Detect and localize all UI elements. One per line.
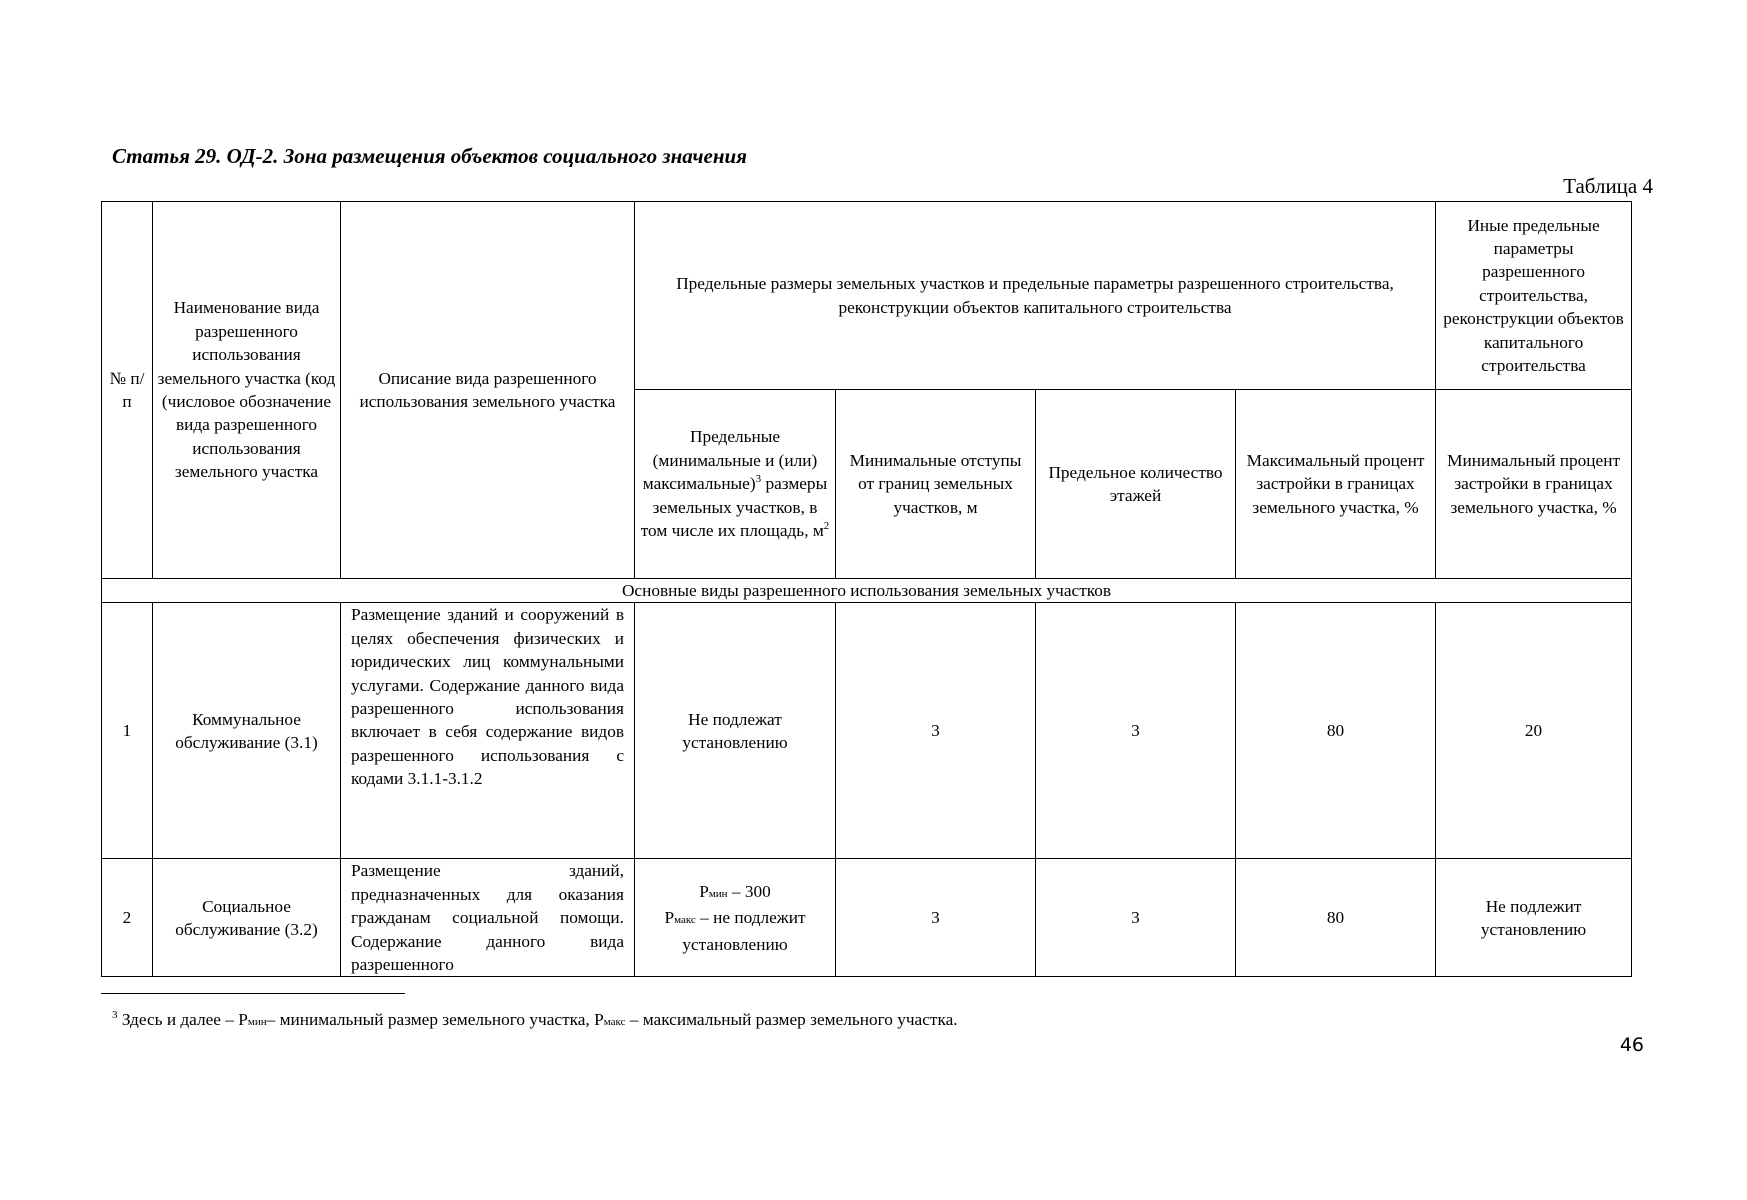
header-max-coverage: Максимальный процент застройки в границах земельного участка, % (1236, 390, 1436, 579)
footnote-ref: 3 (755, 473, 762, 486)
row-max-coverage: 80 (1236, 603, 1436, 859)
p-subscript: макс (674, 914, 696, 927)
header-description: Описание вида разрешенного использования земельного участка (341, 202, 635, 579)
row-min-coverage: 20 (1436, 603, 1632, 859)
p-subscript: мин (708, 887, 728, 900)
row-max-coverage: 80 (1236, 859, 1436, 977)
header-plot-size-text: Предельные (минимальные и (или) максимальные) (642, 427, 818, 494)
header-limits-group: Предельные размеры земельных участков и предельные параметры разрешенного строительства, реконструкции объектов капитального строительства (635, 202, 1436, 390)
row-min-coverage: Не подлежит установлению (1436, 859, 1632, 977)
row-plot-size: Не подлежат установлению (635, 603, 836, 859)
footnote-sub-max: макс (603, 1015, 626, 1028)
header-plot-size (635, 390, 836, 579)
row-floors: 3 (1036, 859, 1236, 977)
size-min-line (639, 880, 831, 906)
row-name: Социальное обслуживание (3.2) (153, 859, 341, 977)
row-description: Размещение зданий и сооружений в целях обеспечения физических и юридических лиц коммунальными услугами. Содержание данного вида разрешенного использования включает в себя содержание видов разрешенного использования с кодами 3.1.1-3.1.2 (341, 603, 635, 859)
table-label: Таблица 4 (1563, 174, 1653, 198)
footnote (112, 1009, 958, 1030)
row-num: 2 (102, 859, 153, 977)
footnote-divider (101, 993, 405, 994)
footnote-text: Здесь и далее – Р (121, 1009, 248, 1029)
page-number: 46 (1619, 1034, 1644, 1056)
row-setbacks: 3 (836, 859, 1036, 977)
table-row (102, 603, 1632, 859)
footnote-number: 3 (112, 1009, 118, 1021)
header-setbacks: Минимальные отступы от границ земельных участков, м (836, 390, 1036, 579)
row-name: Коммунальное обслуживание (3.1) (153, 603, 341, 859)
header-floors: Предельное количество этажей (1036, 390, 1236, 579)
header-min-coverage: Минимальный процент застройки в границах земельного участка, % (1436, 390, 1632, 579)
row-num: 1 (102, 603, 153, 859)
row-plot-size (635, 859, 836, 977)
size-min-value: – 300 (731, 881, 771, 901)
footnote-text2: – минимальный размер земельного участка, Р (266, 1009, 604, 1029)
header-other-params: Иные предельные параметры разрешенного строительства, реконструкции объектов капитального строительства (1436, 202, 1632, 390)
row-description: Размещение зданий, предназначенных для оказания гражданам социальной помощи. Содержание данного вида разрешенного (341, 859, 635, 977)
section-title: Основные виды разрешенного использования земельных участков (102, 579, 1632, 603)
article-title: Статья 29. ОД-2. Зона размещения объектов социального значения (112, 144, 747, 168)
header-name: Наименование вида разрешенного использования земельного участка (код (числовое обозначение вида разрешенного использования земельного участка (153, 202, 341, 579)
header-num: № п/п (102, 202, 153, 579)
size-max-value: – не подлежит установлению (682, 908, 806, 954)
footnote-sub-min: мин (247, 1015, 267, 1028)
unit-sup: 2 (823, 520, 830, 533)
size-max-line (639, 906, 831, 956)
p-symbol: Р (664, 908, 675, 928)
footnote-text3: – максимальный размер земельного участка. (629, 1009, 958, 1029)
p-symbol: Р (699, 881, 709, 901)
row-setbacks: 3 (836, 603, 1036, 859)
zoning-table (101, 201, 1632, 977)
table-row (102, 859, 1632, 977)
row-floors: 3 (1036, 603, 1236, 859)
header-plot-size-text2: размеры земельных участков, в том числе их площадь, м (640, 474, 828, 541)
